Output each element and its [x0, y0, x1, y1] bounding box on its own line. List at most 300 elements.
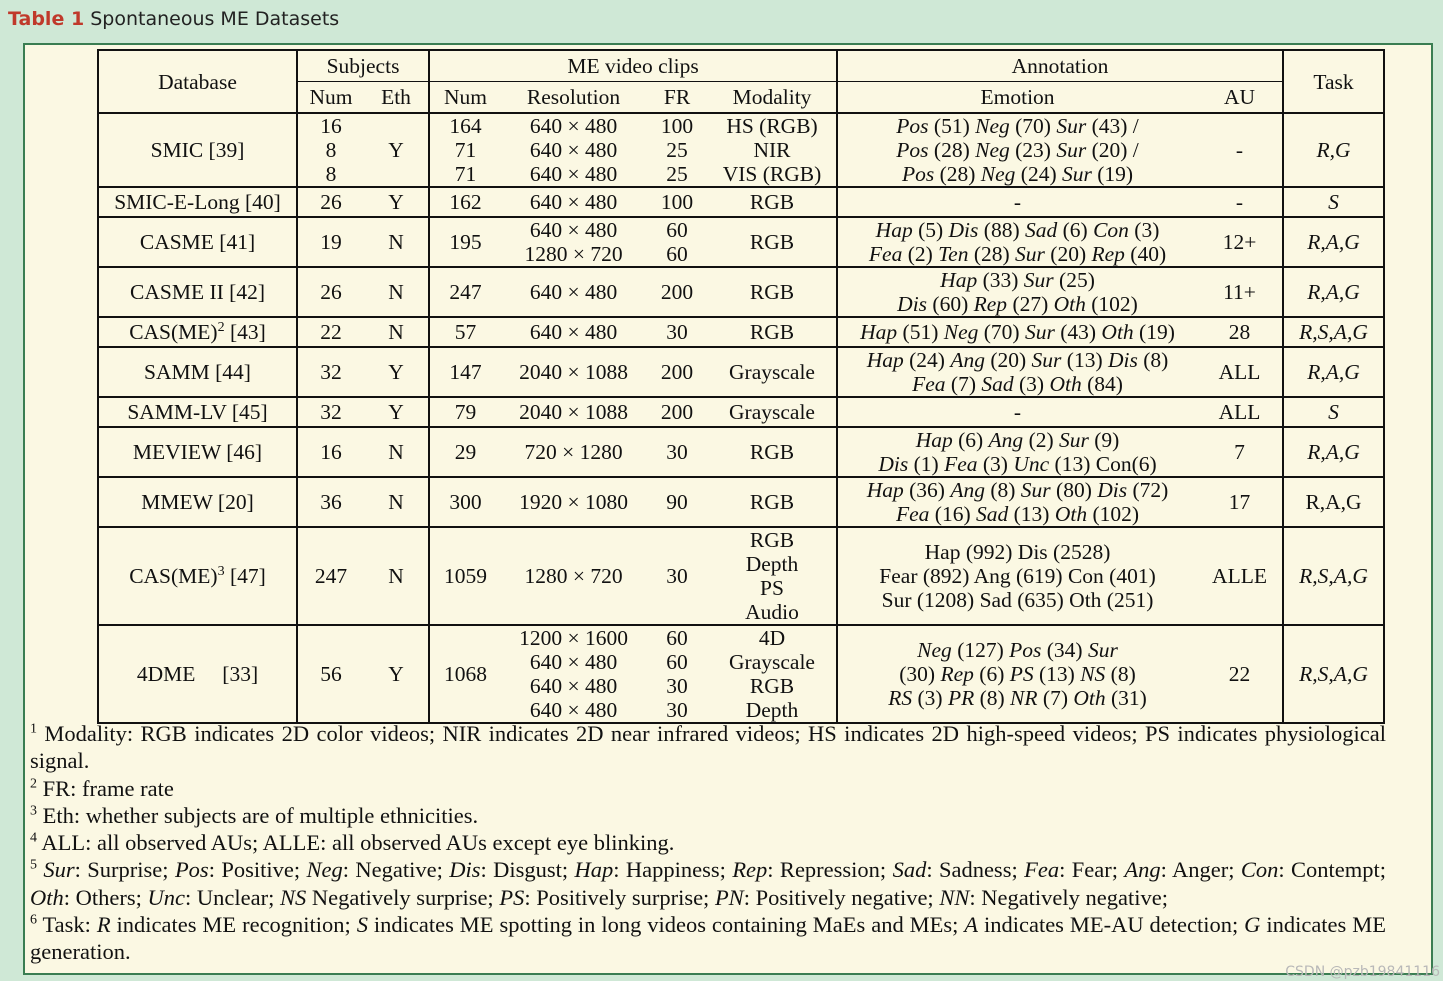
au-value: ALL [1218, 400, 1261, 424]
header-subjects: Subjects [297, 50, 429, 82]
header-sub-num: Num [297, 82, 364, 114]
eth-value: Y [388, 360, 404, 384]
emotion-count: (8) [974, 686, 1011, 710]
emotion-line [840, 400, 1195, 424]
resolution-value: 640 × 480 [529, 218, 618, 242]
eth-value: Y [388, 662, 404, 686]
emotion-abbrev: Sur [1024, 320, 1055, 344]
cell-modality [708, 217, 837, 267]
emotion-count: (6) [973, 662, 1010, 686]
emotion-abbrev: Hap [860, 320, 898, 344]
emotion-abbrev: Ang [950, 478, 985, 502]
footnote-number: 3 [30, 803, 37, 819]
modality-value: RGB [749, 230, 795, 254]
cell-fr [646, 427, 708, 477]
au-value: 7 [1234, 440, 1245, 464]
cell-clip-num [429, 427, 501, 477]
cell-task [1283, 113, 1384, 187]
clip-num: 247 [449, 280, 482, 304]
emotion-count: (24) [903, 348, 951, 372]
cell-task [1283, 397, 1384, 427]
emotion-abbrev: Sad [976, 502, 1009, 526]
cell-resolution [501, 217, 646, 267]
emotion-line [840, 268, 1195, 292]
fr-value: 200 [660, 400, 694, 424]
emotion-abbrev: Oth [1053, 292, 1086, 316]
emotion-line [840, 662, 1195, 686]
emotion-count: (51) [928, 114, 976, 138]
task-value: R,A,G [1307, 280, 1360, 304]
cell-fr [646, 477, 708, 527]
cell-task [1283, 527, 1384, 625]
emotion-count: (3) [1128, 218, 1160, 242]
footnote-number: 1 [30, 721, 37, 737]
cell-modality [708, 113, 837, 187]
emotion-count: (40) [1124, 242, 1167, 266]
footnote [30, 856, 1386, 911]
emotion-line [840, 588, 1195, 612]
footnote-text: PN [714, 884, 744, 910]
header-eth: Eth [364, 82, 429, 114]
emotion-count: (13) [1061, 348, 1108, 372]
cell-modality [708, 427, 837, 477]
footnote-text: Con [1240, 857, 1279, 883]
cell-eth [364, 187, 429, 217]
footnote-text: Modality: RGB indicates 2D color videos; NIR indicates 2D near infrared videos; HS indicates 2D high-speed videos; PS indicates physiological signal. [30, 721, 1386, 774]
au-value: - [1235, 190, 1244, 214]
emotion-abbrev: Con [1093, 218, 1129, 242]
eth-value: Y [388, 138, 404, 162]
fr-value: 60 [666, 242, 688, 266]
header-database: Database [98, 50, 297, 113]
emotion-abbrev: Ten [938, 242, 969, 266]
cell-subject-num [297, 397, 364, 427]
eth-value: N [388, 280, 404, 304]
emotion-abbrev: Ang [988, 428, 1024, 452]
emotion-abbrev: Sad [981, 372, 1014, 396]
database-reference: [43] [224, 320, 266, 344]
emotion-count: Sur (1208) Sad (635) Oth (251) [881, 588, 1154, 612]
cell-subject-num [297, 347, 364, 397]
subject-num: 22 [320, 320, 342, 344]
cell-subject-num [297, 477, 364, 527]
header-fr: FR [646, 82, 708, 114]
cell-clip-num [429, 187, 501, 217]
emotion-abbrev: Fea [868, 242, 903, 266]
cell-eth [364, 317, 429, 347]
database-name: CAS(ME) [129, 564, 218, 588]
clip-num: 29 [454, 440, 477, 464]
cell-database [98, 217, 297, 267]
table-row [98, 477, 1384, 527]
resolution-value: 640 × 480 [529, 650, 618, 674]
emotion-line [840, 638, 1195, 662]
clip-num: 164 [449, 114, 482, 138]
footnote [30, 829, 1386, 856]
emotion-count: - [1013, 190, 1022, 214]
cell-resolution [501, 477, 646, 527]
task-value: R,G [1316, 138, 1351, 162]
resolution-value: 640 × 480 [529, 280, 618, 304]
fr-value: 90 [666, 490, 688, 514]
task-value: R,S,A,G [1299, 564, 1368, 588]
fr-value: 30 [666, 698, 688, 722]
footnote [30, 911, 1386, 966]
database-superscript: 2 [217, 319, 225, 335]
cell-modality [708, 477, 837, 527]
emotion-count: (43) / [1086, 114, 1139, 138]
cell-au [1197, 527, 1283, 625]
emotion-count: (88) [978, 218, 1025, 242]
emotion-line [840, 162, 1195, 186]
cell-fr [646, 397, 708, 427]
emotion-abbrev: Sur [1059, 428, 1089, 452]
modality-value: RGB [749, 490, 795, 514]
footnote-text: : Disgust; [480, 857, 575, 883]
cell-eth [364, 477, 429, 527]
cell-task [1283, 477, 1384, 527]
database-name: SMIC-E-Long [40] [114, 190, 281, 214]
fr-value: 60 [666, 650, 688, 674]
emotion-count: (24) [1015, 162, 1062, 186]
modality-value: Depth [745, 552, 799, 576]
emotion-line [840, 348, 1195, 372]
table-row [98, 427, 1384, 477]
emotion-line [840, 478, 1195, 502]
footnote-text: Pos [174, 857, 209, 883]
subject-num: 56 [320, 662, 342, 686]
emotion-count: (13) Con(6) [1049, 452, 1157, 476]
subject-num: 8 [325, 162, 337, 186]
cell-modality [708, 625, 837, 723]
fr-value: 100 [660, 190, 694, 214]
caption-title: Spontaneous ME Datasets [90, 8, 340, 30]
emotion-count: (34) [1041, 638, 1088, 662]
emotion-abbrev: Pos [896, 114, 929, 138]
table-row [98, 317, 1384, 347]
cell-database [98, 625, 297, 723]
database-name: CAS(ME) [129, 320, 218, 344]
au-value: ALL [1218, 360, 1261, 384]
emotion-count: (84) [1081, 372, 1123, 396]
database-name: SMIC [39] [150, 138, 245, 162]
task-value: R,S,A,G [1299, 662, 1368, 686]
emotion-count: (43) [1054, 320, 1102, 344]
cell-subject-num [297, 187, 364, 217]
clip-num: 1059 [444, 564, 488, 588]
footnote-text: G [1244, 912, 1261, 938]
eth-value: N [388, 564, 404, 588]
cell-resolution [501, 113, 646, 187]
emotion-count: (72) [1127, 478, 1169, 502]
cell-task [1283, 267, 1384, 317]
header-task: Task [1283, 50, 1384, 113]
cell-subject-num [297, 427, 364, 477]
emotion-count: (1) [908, 452, 945, 476]
cell-subject-num [297, 267, 364, 317]
emotion-abbrev: Hap [915, 428, 953, 452]
fr-value: 60 [666, 218, 688, 242]
emotion-abbrev: Pos [1009, 638, 1042, 662]
cell-emotion [837, 217, 1197, 267]
task-value: S [1328, 190, 1339, 214]
resolution-value: 640 × 480 [529, 162, 618, 186]
footnote-text: : Repression; [767, 857, 893, 883]
table-row [98, 187, 1384, 217]
cell-eth [364, 113, 429, 187]
emotion-line [840, 218, 1195, 242]
fr-value: 200 [660, 280, 694, 304]
cell-clip-num [429, 625, 501, 723]
cell-task [1283, 217, 1384, 267]
cell-clip-num [429, 347, 501, 397]
task-value: R,A,G [1305, 490, 1362, 514]
cell-resolution [501, 427, 646, 477]
emotion-count: (3) [912, 686, 948, 710]
cell-task [1283, 347, 1384, 397]
au-value: 11+ [1223, 280, 1256, 304]
subject-num: 8 [325, 138, 337, 162]
emotion-abbrev: Oth [1101, 320, 1134, 344]
emotion-count: (8) [984, 478, 1021, 502]
cell-resolution [501, 267, 646, 317]
footnote-text: ALL: all observed AUs; ALLE: all observed AUs except eye blinking. [37, 830, 675, 856]
task-value: R,A,G [1307, 360, 1360, 384]
subject-num: 16 [320, 440, 342, 464]
cell-au [1197, 113, 1283, 187]
emotion-count: (30) [899, 662, 941, 686]
cell-database [98, 187, 297, 217]
emotion-abbrev: Sur [1031, 348, 1062, 372]
emotion-abbrev: Dis [1097, 478, 1128, 502]
header-au: AU [1197, 82, 1283, 114]
cell-modality [708, 527, 837, 625]
cell-task [1283, 427, 1384, 477]
footnote [30, 802, 1386, 829]
cell-eth [364, 427, 429, 477]
cell-emotion [837, 317, 1197, 347]
cell-fr [646, 625, 708, 723]
resolution-value: 1200 × 1600 [519, 626, 628, 650]
subject-num: 247 [314, 564, 348, 588]
emotion-abbrev: Sur [1023, 268, 1054, 292]
emotion-count: (33) [977, 268, 1024, 292]
clip-num: 71 [454, 138, 477, 162]
emotion-abbrev: Dis [897, 292, 928, 316]
emotion-abbrev: Fea [944, 452, 978, 476]
emotion-abbrev: PS [1009, 662, 1034, 686]
cell-emotion [837, 625, 1197, 723]
cell-task [1283, 187, 1384, 217]
emotion-count: (6) [952, 428, 989, 452]
emotion-count: Hap (992) Dis (2528) [924, 540, 1111, 564]
eth-value: Y [388, 400, 404, 424]
modality-value: RGB [749, 280, 795, 304]
cell-au [1197, 427, 1283, 477]
emotion-line [840, 242, 1195, 266]
emotion-abbrev: Hap [940, 268, 978, 292]
cell-au [1197, 625, 1283, 723]
emotion-abbrev: Sur [1087, 638, 1118, 662]
modality-value: Grayscale [729, 650, 815, 674]
emotion-abbrev: Neg [975, 138, 1010, 162]
cell-clip-num [429, 397, 501, 427]
cell-au [1197, 477, 1283, 527]
clip-num: 195 [449, 230, 482, 254]
emotion-line [840, 190, 1195, 214]
modality-value: VIS (RGB) [722, 162, 822, 186]
cell-au [1197, 397, 1283, 427]
emotion-abbrev: Rep [940, 662, 974, 686]
cell-fr [646, 347, 708, 397]
emotion-abbrev: Hap [866, 348, 904, 372]
emotion-abbrev: Sur [1056, 114, 1087, 138]
footnote-text: Eth: whether subjects are of multiple ethnicities. [37, 802, 479, 828]
emotion-count: (2) [902, 242, 939, 266]
emotion-count: (13) [1008, 502, 1055, 526]
cell-database [98, 267, 297, 317]
emotion-abbrev: Unc [1013, 452, 1050, 476]
clip-num: 79 [454, 400, 477, 424]
emotion-count: (16) [929, 502, 976, 526]
fr-value: 60 [666, 626, 688, 650]
resolution-value: 1920 × 1080 [519, 490, 628, 514]
footnote-text: : Unclear; [185, 884, 280, 910]
fr-value: 30 [666, 440, 688, 464]
fr-value: 25 [666, 162, 688, 186]
emotion-count: (2) [1023, 428, 1060, 452]
clip-num: 57 [454, 320, 477, 344]
cell-database [98, 477, 297, 527]
footnote [30, 775, 1386, 802]
emotion-count: (28) [968, 242, 1016, 266]
footnote-text: Oth [30, 884, 64, 910]
emotion-count: (8) [1105, 662, 1136, 686]
emotion-abbrev: Neg [980, 162, 1016, 186]
task-value: R,A,G [1307, 440, 1360, 464]
emotion-count: (20) [1044, 242, 1092, 266]
emotion-abbrev: Hap [875, 218, 913, 242]
fr-value: 25 [666, 138, 688, 162]
emotion-count: (28) [934, 162, 981, 186]
footnote-text: FR: frame rate [37, 775, 174, 801]
cell-resolution [501, 317, 646, 347]
emotion-count: (80) [1050, 478, 1098, 502]
emotion-count: (70) [978, 320, 1025, 344]
cell-database [98, 427, 297, 477]
cell-subject-num [297, 527, 364, 625]
emotion-count: (31) [1105, 686, 1147, 710]
database-name: SAMM [44] [144, 360, 251, 384]
footnote-text: : Fear; [1059, 857, 1125, 883]
emotion-line [840, 292, 1195, 316]
cell-clip-num [429, 113, 501, 187]
emotion-count: (23) [1009, 138, 1057, 162]
emotion-count: (8) [1137, 348, 1169, 372]
footnote-text: Dis [449, 857, 481, 883]
database-name: CASME II [42] [130, 280, 265, 304]
footnote [30, 720, 1386, 775]
footnote-text: A [964, 912, 979, 938]
footnote-text: NS [279, 884, 307, 910]
footnote-text: S [356, 912, 368, 938]
resolution-value: 640 × 480 [529, 114, 618, 138]
eth-value: N [388, 440, 404, 464]
cell-emotion [837, 113, 1197, 187]
resolution-value: 2040 × 1088 [519, 400, 628, 424]
table-row [98, 397, 1384, 427]
cell-resolution [501, 527, 646, 625]
modality-value: 4D [758, 626, 786, 650]
modality-value: RGB [749, 320, 795, 344]
cell-fr [646, 317, 708, 347]
footnote-text: indicates ME spotting in long videos containing MaEs and MEs; [367, 912, 965, 938]
modality-value: RGB [749, 674, 795, 698]
footnote-number: 4 [30, 830, 37, 846]
cell-emotion [837, 347, 1197, 397]
modality-value: Audio [745, 600, 799, 624]
emotion-count: (13) [1033, 662, 1081, 686]
cell-subject-num [297, 217, 364, 267]
header-emotion: Emotion [837, 82, 1197, 114]
modality-value: HS (RGB) [726, 114, 818, 138]
cell-modality [708, 347, 837, 397]
subject-num: 32 [320, 360, 342, 384]
fr-value: 30 [666, 564, 688, 588]
cell-emotion [837, 527, 1197, 625]
cell-au [1197, 267, 1283, 317]
cell-modality [708, 187, 837, 217]
emotion-abbrev: Ang [950, 348, 985, 372]
table-row [98, 267, 1384, 317]
emotion-line [840, 564, 1195, 588]
cell-resolution [501, 347, 646, 397]
footnote-text: : Surprise; [74, 857, 175, 883]
emotion-abbrev: Neg [943, 320, 979, 344]
emotion-line [840, 540, 1195, 564]
au-value: 12+ [1222, 230, 1257, 254]
modality-value: RGB [749, 440, 795, 464]
resolution-value: 640 × 480 [529, 190, 618, 214]
emotion-count: (28) [928, 138, 976, 162]
task-value: R,A,G [1307, 230, 1360, 254]
au-value: 28 [1228, 320, 1251, 344]
modality-value: PS [760, 576, 784, 600]
footnote-text: : Negative; [342, 857, 450, 883]
emotion-count: (7) [1037, 686, 1074, 710]
cell-eth [364, 267, 429, 317]
emotion-abbrev: Dis [1107, 348, 1138, 372]
cell-au [1197, 317, 1283, 347]
eth-value: Y [388, 190, 404, 214]
emotion-count: (3) [1013, 372, 1050, 396]
footnote-text: Ang [1124, 857, 1161, 883]
modality-value: Depth [745, 698, 799, 722]
resolution-value: 2040 × 1088 [519, 360, 628, 384]
footnote-text: Fea [1024, 857, 1060, 883]
emotion-line [840, 138, 1195, 162]
table-row [98, 527, 1384, 625]
emotion-line [840, 686, 1195, 710]
datasets-table [97, 49, 1385, 724]
emotion-count: (9) [1088, 428, 1120, 452]
emotion-count: (127) [951, 638, 1010, 662]
table-row [98, 217, 1384, 267]
header-modality: Modality [708, 82, 837, 114]
cell-emotion [837, 477, 1197, 527]
emotion-abbrev: Sad [1024, 218, 1058, 242]
cell-eth [364, 625, 429, 723]
